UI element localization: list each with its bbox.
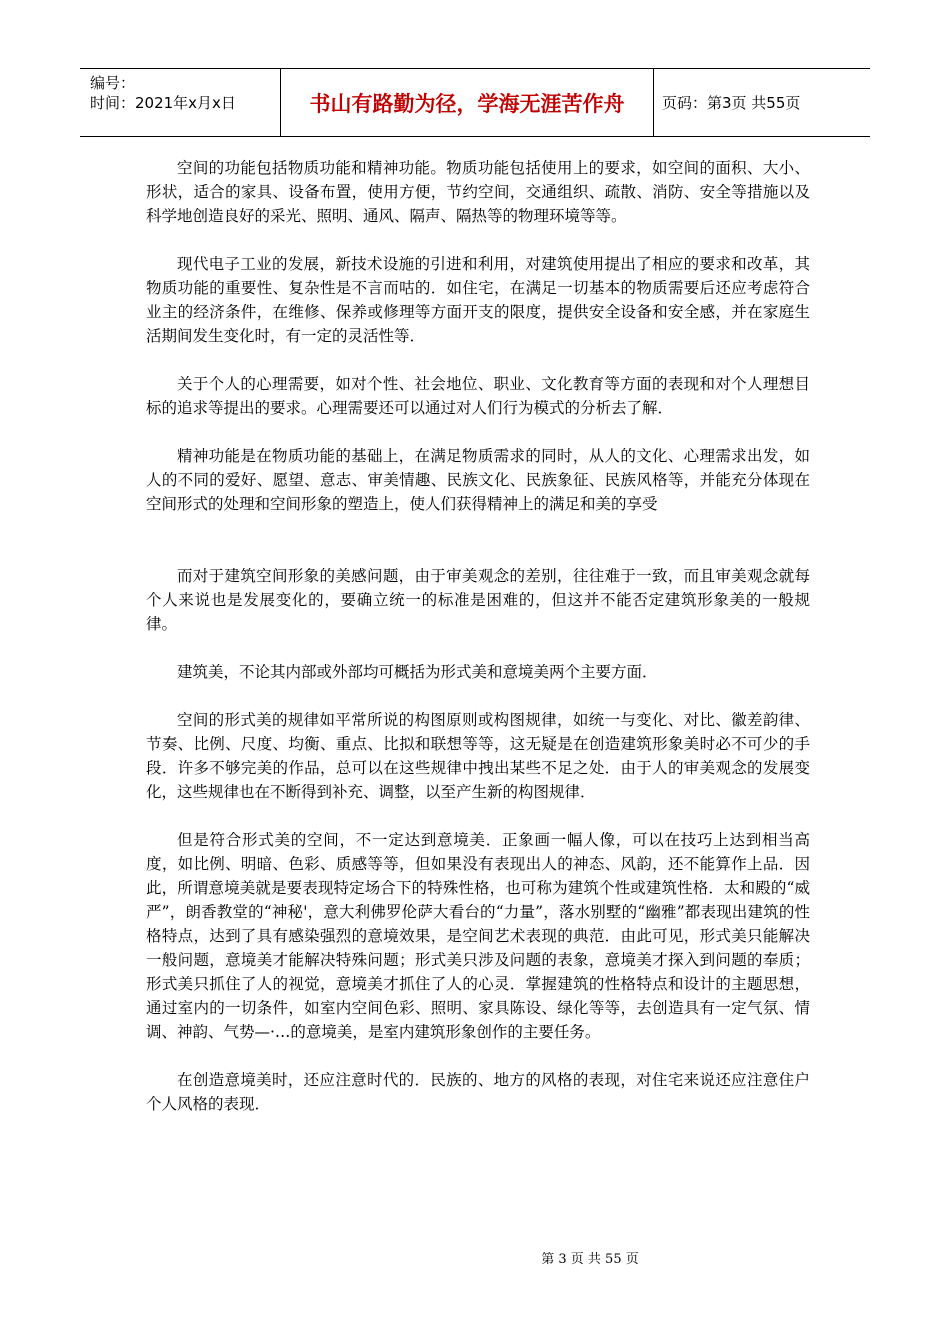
page-header [80, 68, 870, 137]
paragraph-psychological-needs: 关于个人的心理需要，如对个性、社会地位、职业、文化教育等方面的表现和对个人理想目标的追求等提出的要求。心理需要还可以通过对人们行为模式的分析去了解． [146, 375, 810, 417]
paragraph-space-function: 空间的功能包括物质功能和精神功能。物质功能包括使用上的要求，如空间的面积、大小、形状，适合的家具、设备布置，使用方便，节约空间，交通组织、疏散、消防、安全等措施以及科学地创造良好的采光、照明、通风、隔声、隔热等的物理环境等等。 [146, 159, 810, 225]
paragraph-aesthetics: 而对于建筑空间形象的美感问题，由于审美观念的差别，往往难于一致，而且审美观念就每个人来说也是发展变化的，要确立统一的标准是困难的，但这并不能否定建筑形象美的一般规律。 [146, 567, 810, 633]
number-label: 编号： [90, 74, 136, 92]
paragraph-formal-beauty: 空间的形式美的规律如平常所说的构图原则或构图规律，如统一与变化、对比、徽差韵律、节奏、比例、尺度、均衡、重点、比拟和联想等等，这无疑是在创造建筑形象美时必不可少的手段．许多不够完美的作品，总可以在这些规律中拽出某些不足之处．由于人的审美观念的发展变化，这些规律也在不断得到补充、调整，以至产生新的构图规律． [146, 711, 810, 801]
paragraph-style-expression: 在创造意境美时，还应注意时代的．民族的、地方的风格的表现，对住宅来说还应注意住户个人风格的表现． [146, 1071, 810, 1113]
paragraph-modern-industry: 现代电子工业的发展，新技术设施的引进和利用，对建筑使用提出了相应的要求和改革，其物质功能的重要性、复杂性是不言而咕的．如住宅，在满足一切基本的物质需要后还应考虑符合业主的经济条件，在维修、保养或修理等方面开支的限度，提供安全设备和安全感，并在家庭生活期间发生变化时，有一定的灵活性等． [146, 255, 810, 345]
paragraph-architectural-beauty: 建筑美，不论其内部或外部均可概括为形式美和意境美两个主要方面． [177, 663, 658, 681]
header-page-code: 页码：第3页 共55页 [662, 94, 801, 112]
header-motto: 书山有路勤为径，学海无涯苦作舟 [281, 69, 654, 136]
paragraph-spiritual-function: 精神功能是在物质功能的基础上，在满足物质需求的同时，从人的文化、心理需求出发，如人的不同的爱好、愿望、意志、审美情趣、民族文化、民族象征、民族风格等，并能充分体现在空间形式的处理和空间形象的塑造上，使人们获得精神上的满足和美的享受 [146, 447, 810, 513]
header-meta [80, 69, 281, 136]
document-body [146, 156, 810, 1140]
paragraph-artistic-conception: 但是符合形式美的空间，不一定达到意境美．正象画一幅人像，可以在技巧上达到相当高度，如比例、明暗、色彩、质感等等，但如果没有表现出人的神态、风韵，还不能算作上品．因此，所谓意境美就是要表现特定场合下的特殊性格，也可称为建筑个性或建筑性格．太和殿的“威严”，朗香教堂的“神秘'，意大利佛罗伦萨大看台的“力量”，落水别墅的“幽雅”都表现出建筑的性格特点，达到了具有感染强烈的意境效果，是空间艺术表现的典范．由此可见，形式美只能解决一般问题，意境美才能解决特殊问题；形式美只涉及问题的表象，意境美才探入到问题的奉质；形式美只抓住了人的视觉，意境美才抓住了人的心灵．掌握建筑的性格特点和设计的主题思想，通过室内的一切条件，如室内空间色彩、照明、家具陈设、绿化等等，去创造具有一定气氛、情调、神韵、气势—·…的意境美，是室内建筑形象创作的主要任务。 [146, 831, 810, 1041]
page-footer: 第 3 页 共 55 页 [541, 1252, 639, 1267]
time-label: 时间：2021年x月x日 [90, 94, 236, 112]
